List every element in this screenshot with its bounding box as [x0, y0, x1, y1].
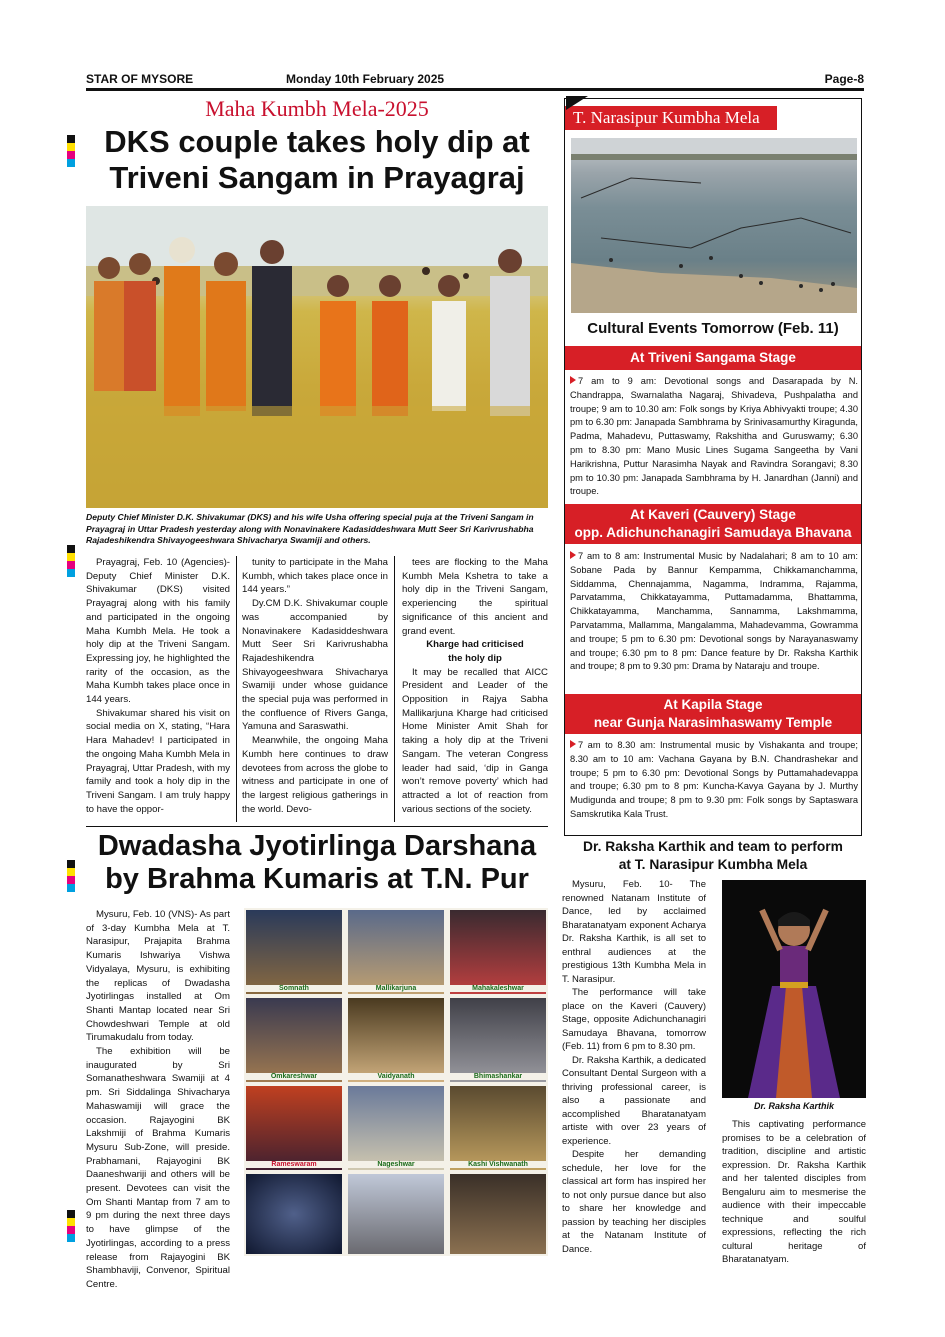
lead-col3-subhead-line1: Kharge had criticised — [426, 639, 524, 651]
stage-schedule-kaveri — [570, 550, 858, 674]
stage-name-line1: At Kapila Stage — [663, 697, 763, 712]
raksha-para2: The performance will take place on the Kaveri (Cauvery) Stage, opposite Adichunchanagiri Samudaya Bhavana, tomorrow (Feb. 11) from 6 pm to 8.30 pm. — [562, 987, 706, 1052]
registration-mark-bottom — [67, 1210, 75, 1242]
lead-headline — [86, 124, 548, 195]
raksha-right-para: This captivating performance promises to be a celebration of tradition, discipline and artistic expression. Dr. Raksha Karthik and her talented disciples from Bengaluru aim to mesmerise the audience with their impeccable technique and soulful expressions, reflecting the rich cultural heritage of Bharatanatyam. — [722, 1119, 866, 1265]
raksha-headline-line2: at T. Narasipur Kumbha Mela — [618, 857, 808, 872]
jyotirlinga-tile — [348, 998, 444, 1082]
jyotirlinga-tile — [348, 1086, 444, 1170]
lead-kicker: Maha Kumbh Mela-2025 — [205, 96, 429, 121]
lead-column-2 — [242, 556, 388, 816]
lead-col2-para2: Dy.CM D.K. Shivakumar couple was accompanied by Nonavinakere Kadasiddeshwara Mutt Seer Sri Karivrushabha Rajadeshikendra Shivayogeeshwara Shivacharya Swamiji under whose guidance the special puja was performed in the confluence of Rivers Ganga, Yamuna and Saraswathi. — [242, 598, 388, 733]
jyotirlinga-tile — [348, 910, 444, 994]
stage-heading-kapila — [565, 694, 861, 734]
people-in-river-photo-icon — [86, 206, 548, 508]
stage-heading-triveni — [565, 346, 861, 370]
jyotirlinga-headline-line2: by Brahma Kumaris at T.N. Pur — [105, 863, 529, 896]
lead-headline-line1: DKS couple takes holy dip at — [104, 124, 530, 159]
column-divider — [236, 556, 237, 822]
lead-photo — [86, 206, 548, 508]
lead-col3-subhead-line2: the holy dip — [448, 652, 502, 664]
tile-label: Mahakaleshwar — [450, 985, 546, 992]
raksha-headline — [560, 838, 866, 874]
jyotirlinga-headline — [86, 830, 548, 897]
stage-name-line2: near Gunja Narasimhaswamy Temple — [593, 715, 833, 730]
corner-triangle-icon — [566, 96, 588, 110]
tile-label: Bhimashankar — [450, 1073, 546, 1080]
bullet-arrow-icon — [570, 740, 576, 748]
lead-col2-para1: tunity to participate in the Maha Kumbh, which takes place once in 144 years.” — [242, 557, 388, 596]
jyotirlinga-tile — [450, 1086, 546, 1170]
tn-river-photo — [571, 138, 857, 313]
tile-label: Mallikarjuna — [348, 985, 444, 992]
registration-mark-top — [67, 135, 75, 167]
paper-name: STAR OF MYSORE — [86, 72, 194, 86]
jyotirlinga-tile — [450, 910, 546, 994]
stage-name-line2: opp. Adichunchanagiri Samudaya Bhavana — [574, 525, 852, 540]
jyotirlinga-body — [86, 908, 230, 1292]
tile-label: Vaidyanath — [348, 1073, 444, 1080]
section-rule — [86, 826, 548, 827]
masthead — [86, 70, 864, 88]
registration-mark-lower — [67, 860, 75, 892]
tile-label: Somnath — [246, 985, 342, 992]
river-confluence-photo-icon — [571, 138, 857, 313]
raksha-para3: Dr. Raksha Karthik, a dedicated Consultant Dental Surgeon with a thriving professional career, is also a passionate and accomplished Bharatanatyam artiste with over 23 years of experience. — [562, 1054, 706, 1147]
lead-col3-para1: tees are flocking to the Maha Kumbh Mela Kshetra to take a holy dip in the Triveni Sangam, experiencing the spiritual significance of this ancient and grand event. — [402, 557, 548, 637]
column-divider — [394, 556, 395, 822]
lead-col2-para3: Meanwhile, the ongoing Maha Kumbh here continues to draw devotees from across the globe to witness and participate in one of the largest religious gatherings in the world. Devo- — [242, 735, 388, 815]
lead-photo-caption: Deputy Chief Minister D.K. Shivakumar (DKS) and his wife Usha offering special puja at the Triveni Sangam in Prayagraj in Uttar Pradesh yesterday along with Nonavinakere Kadasiddeshwara Mutt Seer Sri Karivrushabha Rajadeshikendra Shivayogeeshwara Shivacharya Swamiji and others. — [86, 512, 534, 545]
registration-mark-middle — [67, 545, 75, 577]
issue-date: Monday 10th February 2025 — [286, 72, 445, 86]
raksha-body — [562, 878, 706, 1256]
lead-col1-para1: Prayagraj, Feb. 10 (Agencies)- Deputy Chief Minister D.K. Shivakumar (DKS) visited Prayagraj along with his family and participated in the ongoing Maha Kumbh Mela. He took a holy dip at the Triveni Sangam. Expressing joy, he highlighted the rarity of the occasion, as the Maha Kumbh takes place once in 144 years. — [86, 557, 230, 706]
lead-headline-line2: Triveni Sangam in Prayagraj — [109, 159, 525, 195]
jyotirlinga-tile — [246, 1174, 342, 1254]
events-heading: Cultural Events Tomorrow (Feb. 11) — [587, 320, 839, 337]
jyotirlinga-para1: Mysuru, Feb. 10 (VNS)- As part of 3-day Kumbha Mela at T. Narasipur, Prajapita Brahma Kumaris Ishwariya Vishwa Vidyalaya, Mysuru, is exhibiting the replicas of Dwadasha Jyotirlingas installed at Om Shanti Mantap located near Sri Chowdeshwari Temple at old Tirumakudalu from today. — [86, 909, 230, 1044]
tile-label: Rameswaram — [246, 1161, 342, 1168]
raksha-para1: Mysuru, Feb. 10- The renowned Natanam Institute of Dance, led by acclaimed Bharatanatyam exponent Acharya Dr. Raksha Karthik, is all set to enthral audiences at the prestigious 13th Kumbha Mela in T. Narasipur. — [562, 879, 706, 985]
page-number: Page-8 — [824, 72, 864, 86]
schedule-text: 7 am to 8.30 am: Instrumental music by Vishakanta and troupe; 8.30 am to 10 am: Vachana Gayana by B.N. Chandrashekar and troupe; 5 pm to 6.30 pm: Devotional Songs by Puttamahadevappa and troupe; 6.30 pm to 8 pm: Kuncha-Kavya Gayana by J. Murthy Mudigunda and troupe; 8 pm to 9.30 pm: Folk songs by Saptaswara Samskrutika Kala Trust. — [570, 740, 858, 819]
stage-schedule-triveni — [570, 375, 858, 499]
raksha-photo-caption: Dr. Raksha Karthik — [753, 1101, 835, 1111]
schedule-text: 7 am to 8 am: Instrumental Music by Nadalahari; 8 am to 10 am: Sobane Pada by Bannur Kempamma, Chikkamanchamma, Siddamma, Chennajamma, Nagamma, Indramma, Rajamma, Parvatamma, Chikkatayamma, Puttamadamma, Bhattamma, Chikkatayamma, Manchamma, Sannamma, Lakshmamma, Parvatamma, Mallamma, Mangalamma, Mahadevamma, Gowramma and troupe; 5 pm to 6.30 pm: Devotional songs by Narayanaswamy and troupe; 6.30 pm to 8 pm: Dance feature by Dr. Raksha Karthik and troupe; 8 pm to 9.30 pm: Drama by Nataraju and troupe. — [570, 551, 858, 672]
tile-label: Nageshwar — [348, 1161, 444, 1168]
lead-col1-para2: Shivakumar shared his visit on social media on X, stating, “Hara Hara Mahadev! I participated in the ongoing Maha Kumbh Mela in Prayagraj, Uttar Pradesh, with my family and took a holy dip in the Triveni Sangam. I am truly happy to have the oppor- — [86, 707, 230, 815]
masthead-rule — [86, 88, 864, 91]
tn-box-title: T. Narasipur Kumbha Mela — [565, 106, 777, 130]
schedule-text: 7 am to 9 am: Devotional songs and Dasarapada by N. Chandrappa, Swarnalatha Nagaraj, Shivadeva, Pushpalatha and troupe; 9 am to 10.30 am: Folk songs by Kriya Abhivyakti troupe; 4.30 pm to 6.30 pm: Janapada Sambhrama by Srinivasamurthy Kiragunda, Padma, Mahadevu, Puttaswamy, Rakshitha and Guruswamy; 6.30 pm to 8.30 pm: Mano Music Lines Sugama Sangeetha by Vani Harikrishna, Puttur Narasimha Nayak and Ravindra Sorangavi; 8.30 pm to 10.30 pm: Janapada Sambhrama by H. Janardhan (Janni) and troupe. — [570, 376, 858, 497]
stage-heading-kaveri — [565, 504, 861, 544]
bullet-arrow-icon — [570, 376, 576, 384]
jyotirlinga-tile — [348, 1174, 444, 1254]
jyotirlinga-tile — [246, 1086, 342, 1170]
jyotirlinga-tile — [450, 998, 546, 1082]
lead-column-1 — [86, 556, 230, 816]
dancer-photo-icon — [722, 880, 866, 1098]
lead-col3-para2: It may be recalled that AICC President and Leader of the Opposition in Rajya Sabha Mallikarjuna Kharge had criticised Home Minister Amit Shah for taking a holy dip at the Triveni Sangam. The veteran Congress leader had said, ‘dip in Ganga won’t remove poverty’ which had attracted a lot of reaction from various sections of the society. — [402, 666, 548, 815]
tile-label: Omkareshwar — [246, 1073, 342, 1080]
tile-label: Kashi Vishwanath — [450, 1161, 546, 1168]
bullet-arrow-icon — [570, 551, 576, 559]
jyotirlinga-tile — [246, 910, 342, 994]
jyotirlinga-tile — [450, 1174, 546, 1254]
raksha-para4: Despite her demanding schedule, her love for the classical art form has inspired her to not only pursue dance but also to share her knowledge and passion by teaching her disciples at the Natanam Institute of Dance. — [562, 1149, 706, 1255]
raksha-right-column — [722, 1118, 866, 1267]
raksha-headline-line1: Dr. Raksha Karthik and team to perform — [583, 839, 843, 854]
jyotirlinga-tile — [246, 998, 342, 1082]
jyotirlinga-para2: The exhibition will be inaugurated by Sri Somanatheshwara Swamiji at 4 pm. Sri Siddalinga Shivacharya Mahaswamiji will grace the occasion. Rajayogini BK Lakshmiji of Brahma Kumaris Mysuru Sub-Zone, will preside. Prabhamani, Rajayogini BK Daaneshwariji and others will be present. Devotees can visit the Om Shanti Mantap from 7 am to 9 pm during the next three days to have glimpse of the Jyotirlingas, according to a press release from Rajayogini BK Shambhaviji, Convenor, Spiritual Centre. — [86, 1046, 230, 1290]
stage-name: At Triveni Sangama Stage — [630, 350, 796, 365]
jyotirlinga-photo-grid — [244, 908, 548, 1256]
jyotirlinga-headline-line1: Dwadasha Jyotirlinga Darshana — [97, 830, 537, 862]
stage-schedule-kapila — [570, 739, 858, 822]
lead-column-3 — [402, 556, 548, 816]
stage-name-line1: At Kaveri (Cauvery) Stage — [630, 507, 796, 522]
raksha-photo — [722, 880, 866, 1098]
